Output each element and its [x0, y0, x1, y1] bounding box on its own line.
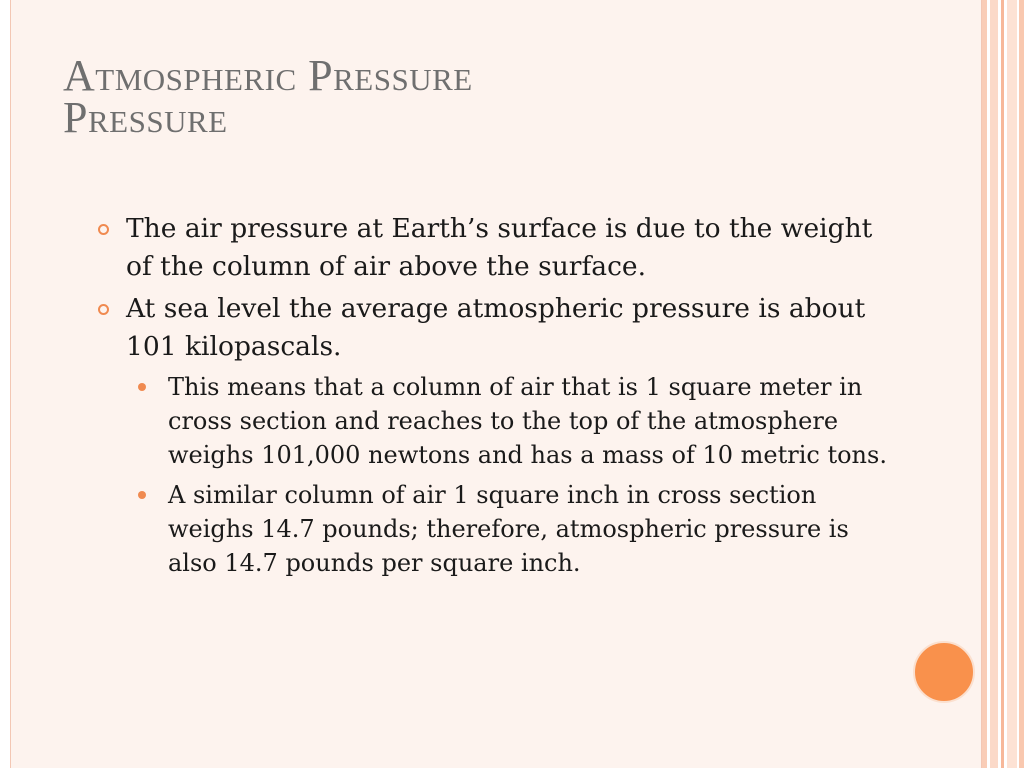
orange-circle-icon: [913, 641, 975, 703]
ring-bullet-icon: [98, 304, 109, 315]
bullet-item: [98, 290, 898, 366]
dot-bullet-icon: [138, 491, 146, 499]
stripe-decoration: [982, 0, 987, 768]
stripe-decoration: [1019, 0, 1024, 768]
sub-bullet-text: This means that a column of air that is 1 square meter in cross section and reaches to the top of the atmosphere weighs 101,000 newtons and has a mass of 10 metric tons.: [168, 373, 887, 469]
bullet-item: [98, 210, 898, 286]
bullet-text: At sea level the average atmospheric pressure is about 101 kilopascals.: [126, 293, 866, 362]
title-line-1: Atmospheric Pressure: [63, 51, 473, 100]
title-line-2: Pressure: [63, 93, 228, 142]
slide-content: [98, 210, 898, 586]
ring-bullet-icon: [98, 224, 109, 235]
slide-title: [63, 51, 473, 142]
sub-bullet-text: A similar column of air 1 square inch in cross section weighs 14.7 pounds; therefore, atmospheric pressure is also 14.7 pounds per square inch.: [168, 481, 849, 577]
stripe-decoration: [990, 0, 998, 768]
stripe-decoration: [1007, 0, 1017, 768]
sub-bullet-item: [138, 370, 898, 472]
stripe-decoration: [1001, 0, 1004, 768]
bullet-text: The air pressure at Earth’s surface is due to the weight of the column of air above the surface.: [126, 213, 873, 282]
dot-bullet-icon: [138, 383, 146, 391]
sub-bullet-item: [138, 478, 898, 580]
